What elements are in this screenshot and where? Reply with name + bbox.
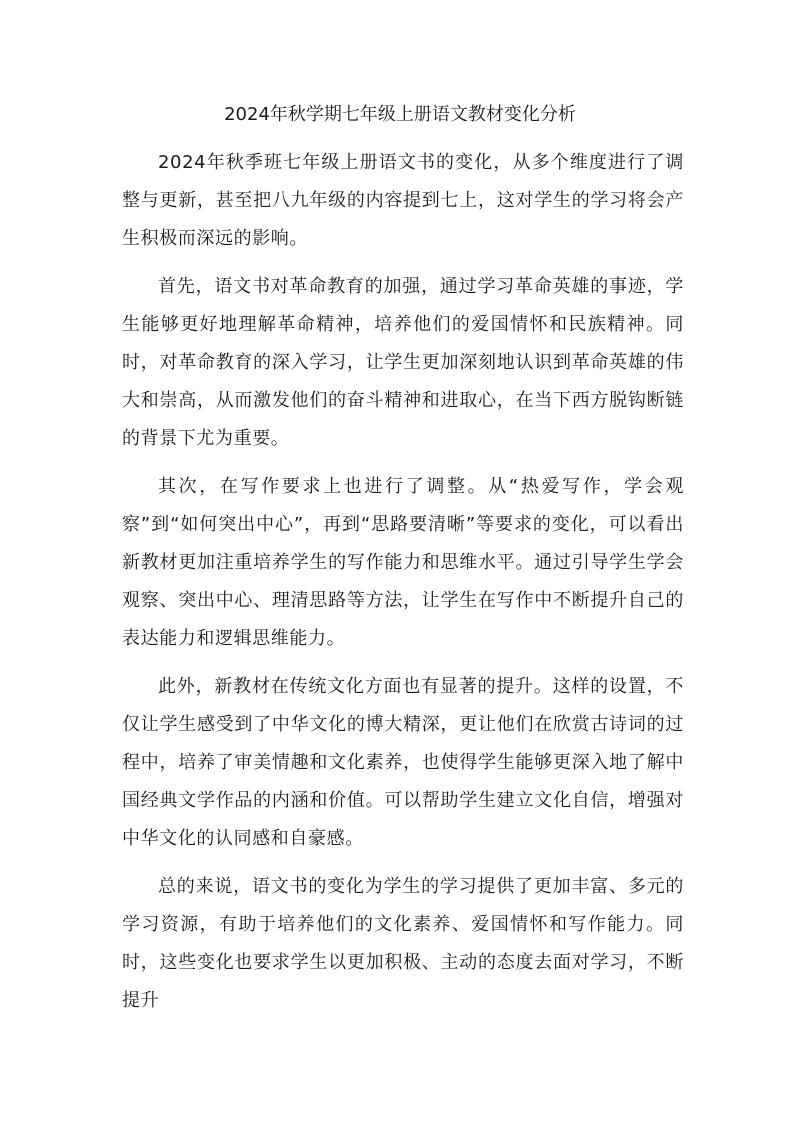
paragraph-writing-requirements: 其次，在写作要求上也进行了调整。从“热爱写作，学会观察”到“如何突出中心”，再到“思路要清晰”等要求的变化，可以看出新教材更加注重培养学生的写作能力和思维水平。通过引导学生学会观察、突出中心、理清思路等方法，让学生在写作中不断提升自己的表达能力和逻辑思维能力。 (122, 476, 684, 649)
paragraph-revolutionary-education: 首先，语文书对革命教育的加强，通过学习革命英雄的事迹，学生能够更好地理解革命精神，培养他们的爱国情怀和民族精神。同时，对革命教育的深入学习，让学生更加深刻地认识到革命英雄的伟大和崇高，从而激发他们的奋斗精神和进取心，在当下西方脱钩断链的背景下尤为重要。 (122, 276, 684, 449)
paragraph-traditional-culture: 此外，新教材在传统文化方面也有显著的提升。这样的设置，不仅让学生感受到了中华文化的博大精深，更让他们在欣赏古诗词的过程中，培养了审美情趣和文化素养，也使得学生能够更深入地了解中国经典文学作品的内涵和价值。可以帮助学生建立文化自信，增强对中华文化的认同感和自豪感。 (122, 676, 684, 849)
document-title: 2024年秋学期七年级上册语文教材变化分析 (224, 104, 576, 125)
document-body (122, 144, 684, 1030)
paragraph-conclusion: 总的来说，语文书的变化为学生的学习提供了更加丰富、多元的学习资源，有助于培养他们的文化素养、爱国情怀和写作能力。同时，这些变化也要求学生以更加积极、主动的态度去面对学习，不断提升 (122, 876, 684, 1011)
paragraph-intro: 2024年秋季班七年级上册语文书的变化，从多个维度进行了调整与更新，甚至把八九年级的内容提到七上，这对学生的学习将会产生积极而深远的影响。 (122, 152, 684, 249)
